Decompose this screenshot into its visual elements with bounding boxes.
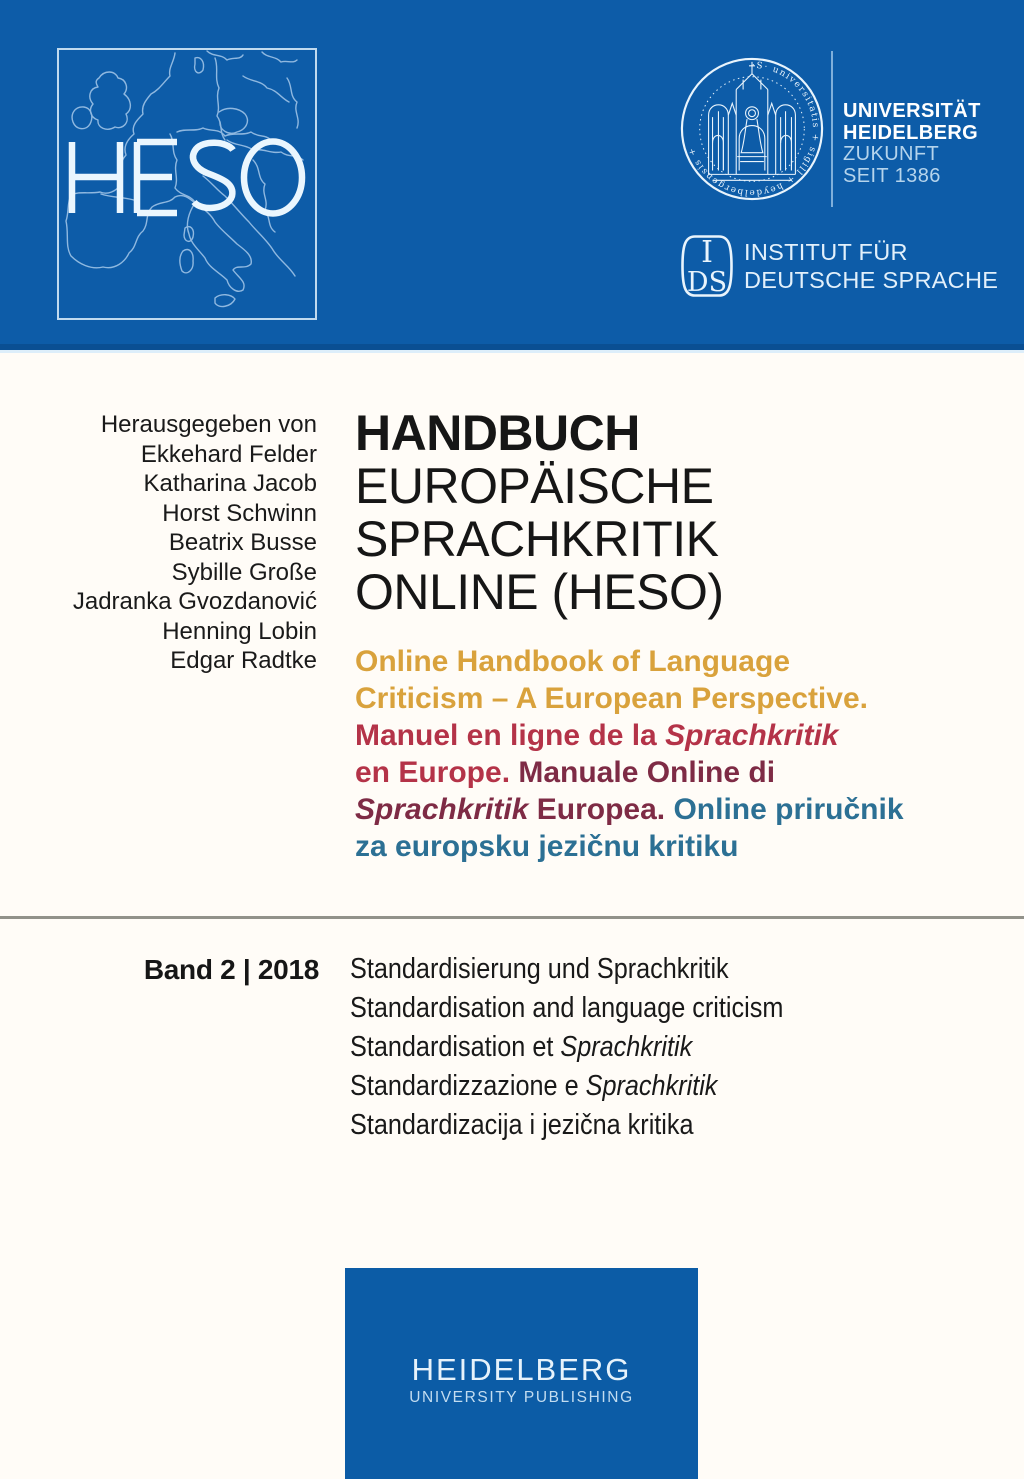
volume-title-line: Standardisation et Sprachkritik — [350, 1031, 693, 1063]
title-line: EUROPÄISCHE — [355, 458, 714, 514]
subtitle-segment: Manuale Online di — [518, 756, 776, 789]
header-divider — [831, 51, 833, 207]
ids-wordmark-line: DEUTSCHE SPRACHE — [744, 266, 999, 293]
university-motto-line: SEIT 1386 — [843, 164, 941, 187]
section-divider — [0, 916, 1024, 919]
subtitle-segment: Manuel en ligne de la — [355, 719, 666, 752]
editor-line: Beatrix Busse — [168, 529, 317, 556]
subtitle-segment: Online priručnik — [673, 793, 904, 826]
university-name-line: UNIVERSITÄT — [843, 100, 981, 122]
subtitle-segment: Sprachkritik — [665, 719, 839, 752]
volume-title-line: Standardizzazione e Sprachkritik — [350, 1070, 718, 1102]
university-name-line: HEIDELBERG — [843, 121, 979, 144]
header-banner — [0, 0, 1024, 350]
title-line: HANDBUCH — [355, 405, 640, 461]
volume-label: Band 2 | 2018 — [143, 954, 319, 985]
volume-title-line: Standardizacija i jezična kritika — [350, 1109, 694, 1141]
university-wordmark — [843, 101, 981, 187]
subtitle-segment: Europea. — [528, 793, 674, 826]
subtitle-segment: Criticism – A European Perspective. — [355, 682, 868, 715]
ids-monogram-icon — [680, 234, 734, 298]
ids-wordmark-line: INSTITUT FÜR — [744, 239, 908, 265]
editor-line: Ekkehard Felder — [140, 440, 317, 468]
volume-title-line: Standardisation and language criticism — [350, 992, 784, 1024]
publisher-name: HEIDELBERG — [411, 1352, 632, 1387]
volume-title-line: Standardisierung und Sprachkritik — [350, 953, 729, 985]
editor-line: Sybille Große — [171, 558, 317, 586]
publisher-subtitle: UNIVERSITY PUBLISHING — [409, 1389, 634, 1406]
heso-logo — [57, 48, 317, 320]
ids-wordmark — [744, 239, 998, 294]
university-motto-line: ZUKUNFT — [843, 143, 940, 165]
title-line: SPRACHKRITIK — [355, 511, 719, 567]
heso-logo-letters — [72, 142, 302, 214]
heidelberg-seal-icon — [678, 50, 826, 208]
subtitle-segment: Online Handbook of Language — [355, 645, 790, 678]
editor-line: Henning Lobin — [162, 617, 317, 645]
europe-map-icon — [57, 48, 317, 320]
editor-line: Jadranka Gvozdanović — [72, 588, 317, 615]
editor-line: Edgar Radtke — [170, 647, 317, 674]
editor-line: Katharina Jacob — [143, 470, 317, 497]
subtitle-multilingual — [355, 643, 1015, 865]
svg-text:DS: DS — [686, 267, 728, 298]
subtitle-segment: en Europe. — [355, 756, 519, 789]
publisher-logo — [345, 1268, 698, 1479]
volume-titles — [350, 950, 889, 1145]
svg-text:I: I — [701, 235, 713, 270]
subtitle-segment: Sprachkritik — [355, 793, 529, 826]
svg-text:·S· universitatis + sigill + h: ·S· universitatis + sigill + heydelbergensis + — [686, 60, 821, 198]
page-title — [355, 407, 995, 619]
editor-line: Herausgegeben von — [100, 411, 317, 438]
subtitle-segment: za europsku jezičnu kritiku — [355, 830, 739, 863]
ids-logo — [680, 234, 998, 298]
editors-list — [40, 410, 317, 676]
editor-line: Horst Schwinn — [162, 499, 317, 527]
title-line: ONLINE (HESO) — [355, 564, 724, 620]
